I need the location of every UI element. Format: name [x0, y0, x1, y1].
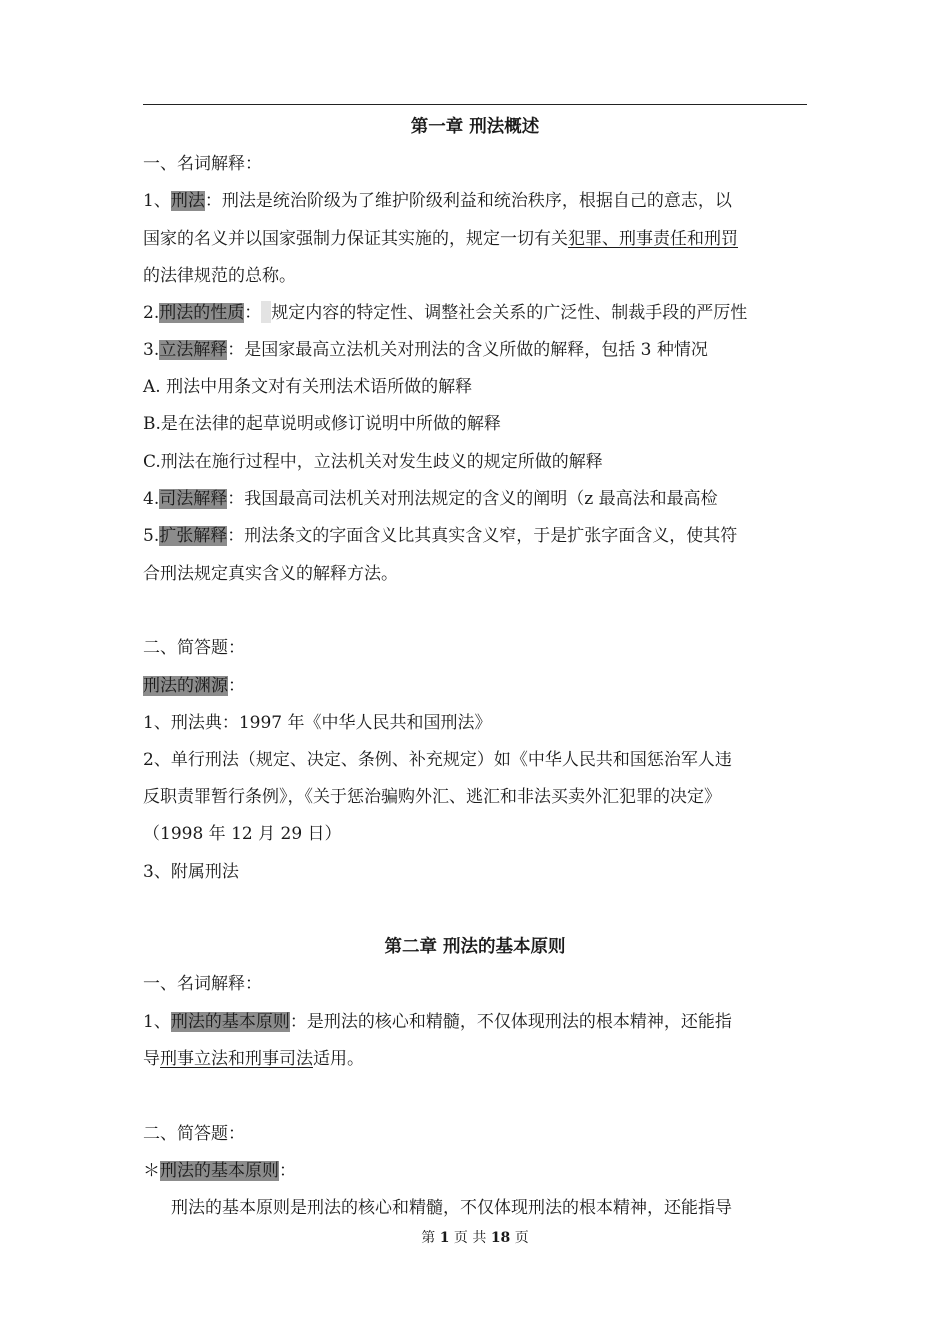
section-heading-terms: 一、名词解释： [143, 154, 262, 174]
chapter-1-title: 第一章 刑法概述 [410, 117, 540, 137]
answer-item-2-line-2: 反职责罪暂行条例》，《关于惩治骗购外汇、逃汇和非法买卖外汇犯罪的决定》 [143, 787, 721, 807]
colon: ： [227, 340, 245, 360]
question-title [143, 1158, 807, 1184]
page-total: 18 [490, 1230, 511, 1246]
highlighted-term: 刑法的基本原则 [170, 1012, 290, 1032]
colon: ： [204, 191, 222, 211]
page-number: 1 [439, 1230, 450, 1246]
section-heading-short-answer: 二、简答题： [143, 1124, 245, 1144]
definition-3 [143, 337, 807, 363]
highlight-fragment [261, 301, 271, 323]
highlighted-term: 司法解释 [159, 489, 228, 509]
definition-text: 刑法条文的字面含义比其真实含义窄，于是扩张字面含义，使其符 [244, 526, 738, 546]
answer-item-2: 2、单行刑法（规定、决定、条例、补充规定）如《中华人民共和国惩治军人违 [143, 750, 732, 770]
section-heading-terms: 一、名词解释： [143, 974, 262, 994]
colon: ： [228, 676, 245, 696]
definition-5 [143, 523, 807, 549]
definition-text: 我国最高司法机关对刑法规定的含义的阐明（z 最高法和最高检 [244, 489, 718, 509]
definition-3-item-b: B.是在法律的起草说明或修订说明中所做的解释 [143, 414, 501, 434]
underlined-phrase: 刑事立法和刑事司法 [160, 1049, 313, 1069]
definition-5-line-2: 合刑法规定真实含义的解释方法。 [143, 564, 398, 584]
definition-1-line-2 [143, 226, 807, 252]
question-title [143, 673, 807, 699]
item-number: 4. [143, 489, 160, 509]
section-heading-short-answer: 二、简答题： [143, 638, 245, 658]
colon: ： [244, 303, 262, 323]
colon: ： [289, 1012, 307, 1032]
definition-3-item-a: A. 刑法中用条文对有关刑法术语所做的解释 [143, 377, 473, 397]
definition-4 [143, 486, 807, 512]
item-number: 1、 [143, 191, 171, 211]
item-number: 3. [143, 340, 160, 360]
definition-text: 是国家最高立法机关对刑法的含义所做的解释，包括 3 种情况 [244, 340, 708, 360]
definition-1 [143, 188, 807, 214]
highlighted-term: 刑法的基本原则 [160, 1161, 279, 1181]
definition-text: 是刑法的核心和精髓，不仅体现刑法的根本精神，还能指 [306, 1012, 732, 1032]
chapter-2-title: 第二章 刑法的基本原则 [384, 937, 566, 957]
answer-paragraph: 刑法的基本原则是刑法的核心和精髓，不仅体现刑法的根本精神，还能指导 [171, 1198, 732, 1218]
page-footer [143, 1228, 807, 1248]
highlighted-term: 立法解释 [159, 340, 228, 360]
highlighted-term: 刑法 [170, 191, 205, 211]
item-number: 5. [143, 526, 160, 546]
item-number: 2. [143, 303, 160, 323]
definition-text: 刑法是统治阶级为了维护阶级利益和统治秩序，根据自己的意志，以 [221, 191, 732, 211]
definition-3-item-c: C.刑法在施行过程中，立法机关对发生歧义的规定所做的解释 [143, 452, 603, 472]
definition-1 [143, 1009, 807, 1035]
colon: ： [227, 526, 245, 546]
answer-item-1: 1、刑法典：1997 年《中华人民共和国刑法》 [143, 713, 492, 733]
footer-text: 第 [421, 1230, 436, 1246]
highlighted-term: 扩张解释 [159, 526, 228, 546]
highlighted-term: 刑法的性质 [159, 303, 245, 323]
footer-text: 页 [514, 1230, 529, 1246]
underlined-phrase: 犯罪、刑事责任和刑罚 [568, 229, 738, 249]
answer-item-2-line-3: （1998 年 12 月 29 日） [143, 824, 342, 844]
colon: ： [227, 489, 245, 509]
definition-2 [143, 300, 807, 326]
definition-1-line-3: 的法律规范的总称。 [143, 266, 296, 286]
footer-text: 页 共 [453, 1230, 487, 1246]
definition-text: 导 [143, 1049, 160, 1069]
definition-text: 规定内容的特定性、调整社会关系的广泛性、制裁手段的严厉性 [271, 303, 748, 323]
definition-text: 国家的名义并以国家强制力保证其实施的，规定一切有关 [143, 229, 568, 249]
definition-1-line-2 [143, 1046, 807, 1072]
highlighted-term: 刑法的渊源 [143, 676, 228, 696]
colon: ： [279, 1161, 296, 1181]
definition-text: 适用。 [313, 1049, 364, 1069]
item-number: 1、 [143, 1012, 171, 1032]
bullet-icon: ＊ [143, 1161, 160, 1181]
header-rule [143, 104, 807, 105]
answer-item-3: 3、附属刑法 [143, 862, 239, 882]
